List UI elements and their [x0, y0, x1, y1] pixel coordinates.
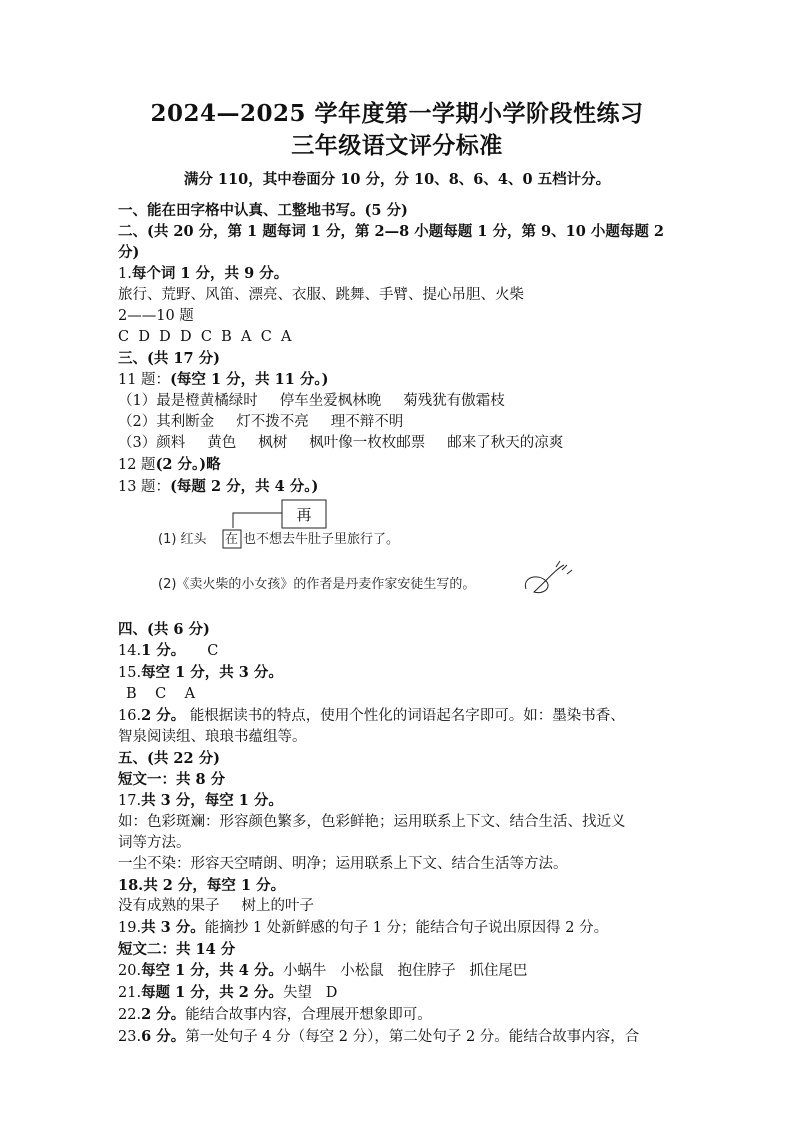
q22-number: 22.: [118, 1007, 142, 1023]
correction-marks: [118, 499, 688, 619]
q23-line: [118, 1026, 688, 1048]
section-2-line2: 分): [118, 244, 140, 261]
sentence1-prefix: (1) 红头: [158, 532, 207, 547]
sentence1-boxed-char: 在: [225, 532, 239, 547]
q15-number: 15.: [118, 665, 142, 681]
section-1: 一、能在田字格中认真、工整地书写。(5 分): [118, 202, 408, 219]
short-text-2: 短文二：共 14 分: [118, 941, 236, 958]
q17-number: 17.: [118, 793, 142, 809]
correction-char: 再: [296, 506, 312, 524]
q19-line: [118, 917, 688, 939]
q11-2b: 灯不拨不亮: [236, 414, 309, 430]
q13-correction-figure: [118, 499, 688, 619]
q22-scoring: 2 分。: [141, 1006, 186, 1023]
q23-scoring: 6 分。: [141, 1028, 186, 1045]
q11-1c: 菊残犹有傲霜枝: [403, 393, 505, 409]
q2-10-answers: C D D D C B A C A: [118, 329, 292, 345]
q16-line: [118, 705, 688, 727]
q16-answer-b: 智泉阅读组、琅琅书蕴组等。: [118, 729, 307, 745]
q18-answer: [118, 896, 688, 917]
q17-answer-c: 一尘不染：形容天空晴朗、明净；运用联系上下文、结合生活等方法。: [118, 856, 568, 872]
q12-number: 12 题: [118, 457, 156, 473]
page-title-line2: 三年级语文评分标准: [291, 132, 503, 159]
q21-number: 21.: [118, 985, 142, 1001]
q23-number: 23.: [118, 1029, 142, 1045]
correction-line: [233, 513, 282, 528]
q21-scoring: 每题 1 分，共 2 分。: [141, 984, 283, 1001]
q21-answer: 失望 D: [282, 985, 338, 1001]
q15-answers: B C A: [126, 686, 196, 702]
q11-1a: （1）最是橙黄橘绿时: [118, 393, 258, 409]
q11-3b: 黄色: [207, 435, 237, 451]
q12-header: [118, 454, 688, 476]
section-3: 三、(共 17 分): [118, 350, 220, 367]
q18-answer-a: 没有成熟的果子: [118, 898, 220, 914]
q11-scoring: (每空 1 分，共 11 分。): [170, 371, 329, 388]
q16-scoring: 2 分。: [141, 707, 186, 724]
q11-answer-2: [118, 412, 688, 433]
q15-header: [118, 662, 688, 684]
sentence2: (2)《卖火柴的小女孩》的作者是丹麦作家安徒生写的。: [158, 577, 476, 592]
q11-number: 11 题：: [118, 372, 171, 388]
q20-answer: 小蜗牛 小松鼠 抱住脖子 抓住尾巴: [282, 963, 528, 979]
q12-scoring: (2 分。)略: [155, 456, 221, 473]
q11-2a: （2）其利断金: [118, 414, 215, 430]
q17-answer-b: 词等方法。: [118, 835, 191, 851]
q17-answer-a: 如：色彩斑斓：形容颜色繁多，色彩鲜艳；运用联系上下文、结合生活、找近义: [118, 814, 626, 830]
sentence1-suffix: 也不想去牛肚子里旅行了。: [243, 532, 400, 547]
q22-answer: 能结合故事内容，合理展开想象即可。: [185, 1007, 432, 1023]
q23-answer: 第一处句子 4 分（每空 2 分），第二处句子 2 分。能结合故事内容，合: [185, 1029, 640, 1045]
q19-scoring: 共 3 分。: [141, 919, 205, 936]
q11-answer-1: [118, 391, 688, 412]
q14-scoring: 1 分。: [141, 642, 186, 659]
q19-answer: 能摘抄 1 处新鲜感的句子 1 分；能结合句子说出原因得 2 分。: [204, 920, 609, 936]
q20-line: [118, 960, 688, 982]
q11-1b: 停车坐爱枫林晚: [279, 393, 382, 409]
q1-answer: 旅行、荒野、风笛、漂亮、衣服、跳舞、手臂、提心吊胆、火柴: [118, 287, 524, 303]
q14-answer: C: [207, 643, 219, 659]
q11-3a: （3）颜料: [118, 435, 186, 451]
q1-scoring: 每个词 1 分，共 9 分。: [131, 265, 289, 282]
q13-header: [118, 476, 688, 498]
deletion-squiggle-icon: [556, 561, 572, 574]
q13-number: 13 题：: [118, 479, 171, 495]
q11-3e: 邮来了秋天的凉爽: [447, 435, 564, 451]
section-5: 五、(共 22 分): [118, 750, 220, 767]
q17-scoring: 共 3 分，每空 1 分。: [141, 792, 283, 809]
q19-number: 19.: [118, 920, 142, 936]
q11-header: [118, 369, 688, 391]
q16-answer-a: 能根据读书的特点，使用个性化的词语起名字即可。如：墨染书香、: [189, 708, 625, 724]
q18-header: 18.共 2 分，每空 1 分。: [118, 877, 286, 894]
q20-number: 20.: [118, 963, 142, 979]
q1-header: [118, 263, 688, 285]
answer-body: [118, 200, 688, 1048]
q17-header: [118, 790, 688, 812]
score-note: 满分 110，其中卷面分 10 分，分 10、8、6、4、0 五档计分。: [183, 171, 611, 188]
q11-answer-3: [118, 433, 688, 454]
q13-scoring: (每题 2 分，共 4 分。): [170, 478, 319, 495]
q14-number: 14.: [118, 643, 142, 659]
short-text-1: 短文一：共 8 分: [118, 771, 226, 788]
q11-2c: 理不辩不明: [330, 414, 404, 430]
q2-10-label: 2——10 题: [118, 308, 194, 324]
q11-3c: 枫树: [258, 435, 288, 451]
page-title-line1: 2024—2025 学年度第一学期小学阶段性练习: [150, 100, 644, 127]
q1-number: 1.: [118, 266, 132, 282]
q22-line: [118, 1004, 688, 1026]
q11-3d: 枫叶像一枚枚邮票: [309, 435, 426, 451]
q14-line: [118, 640, 688, 662]
q16-number: 16.: [118, 708, 142, 724]
q15-scoring: 每空 1 分，共 3 分。: [141, 664, 283, 681]
q20-scoring: 每空 1 分，共 4 分。: [141, 962, 283, 979]
q21-line: [118, 982, 688, 1004]
q18-answer-b: 树上的叶子: [241, 898, 314, 914]
deletion-mark-icon: [525, 565, 564, 593]
section-2-line1: 二、(共 20 分，第 1 题每词 1 分，第 2—8 小题每题 1 分，第 9、10 小题每题 2: [118, 223, 664, 240]
section-4: 四、(共 6 分): [118, 621, 210, 638]
